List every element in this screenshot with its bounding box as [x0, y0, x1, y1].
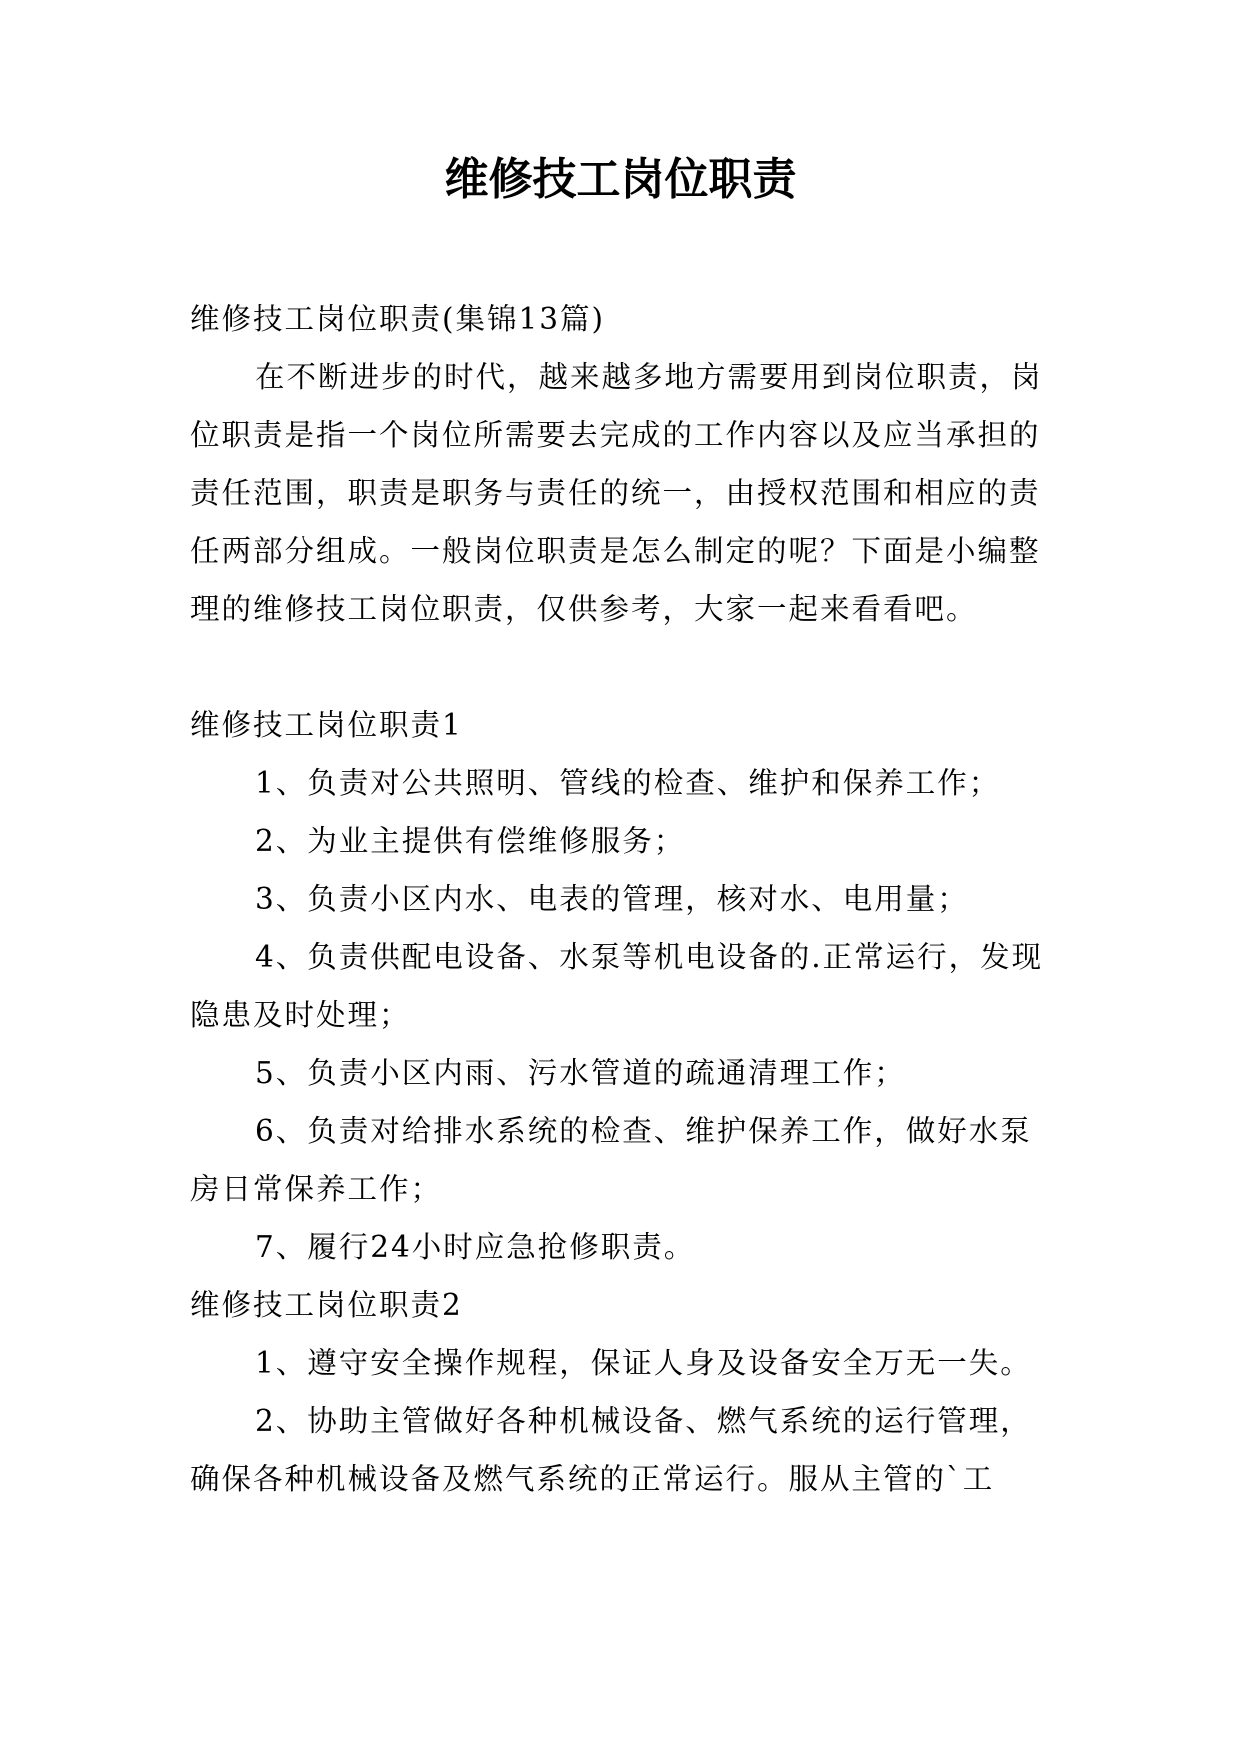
document-subtitle: 维修技工岗位职责(集锦13篇) — [190, 302, 606, 336]
section-2-heading: 维修技工岗位职责2 — [190, 1288, 463, 1322]
section-2-item: 2、协助主管做好各种机械设备、燃气系统的运行管理，确保各种机械设备及燃气系统的正常运行。服从主管的`工 — [190, 1404, 1032, 1496]
section-1-item: 1、负责对公共照明、管线的检查、维护和保养工作； — [255, 766, 1001, 800]
section-spacer — [190, 638, 1060, 696]
document-title: 维修技工岗位职责 — [444, 154, 797, 205]
section-1-item: 5、负责小区内雨、污水管道的疏通清理工作； — [255, 1056, 906, 1090]
document-body — [190, 290, 1060, 1508]
section-1-item: 6、负责对给排水系统的检查、维护保养工作，做好水泵房日常保养工作； — [190, 1114, 1032, 1206]
section-1-heading: 维修技工岗位职责1 — [190, 708, 463, 742]
section-1-item: 3、负责小区内水、电表的管理，核对水、电用量； — [255, 882, 969, 916]
section-2-item: 1、遵守安全操作规程，保证人身及设备安全万无一失。 — [255, 1346, 1032, 1380]
section-1-item: 4、负责供配电设备、水泵等机电设备的.正常运行，发现隐患及时处理； — [190, 940, 1044, 1032]
section-1-item: 7、履行24小时应急抢修职责。 — [255, 1230, 696, 1264]
section-1-item: 2、为业主提供有偿维修服务； — [255, 824, 686, 858]
intro-paragraph: 在不断进步的时代，越来越多地方需要用到岗位职责，岗位职责是指一个岗位所需要去完成的工作内容以及应当承担的责任范围，职责是职务与责任的统一，由授权范围和相应的责任两部分组成。一般岗位职责是怎么制定的呢？下面是小编整理的维修技工岗位职责，仅供参考，大家一起来看看吧。 — [190, 360, 1043, 626]
